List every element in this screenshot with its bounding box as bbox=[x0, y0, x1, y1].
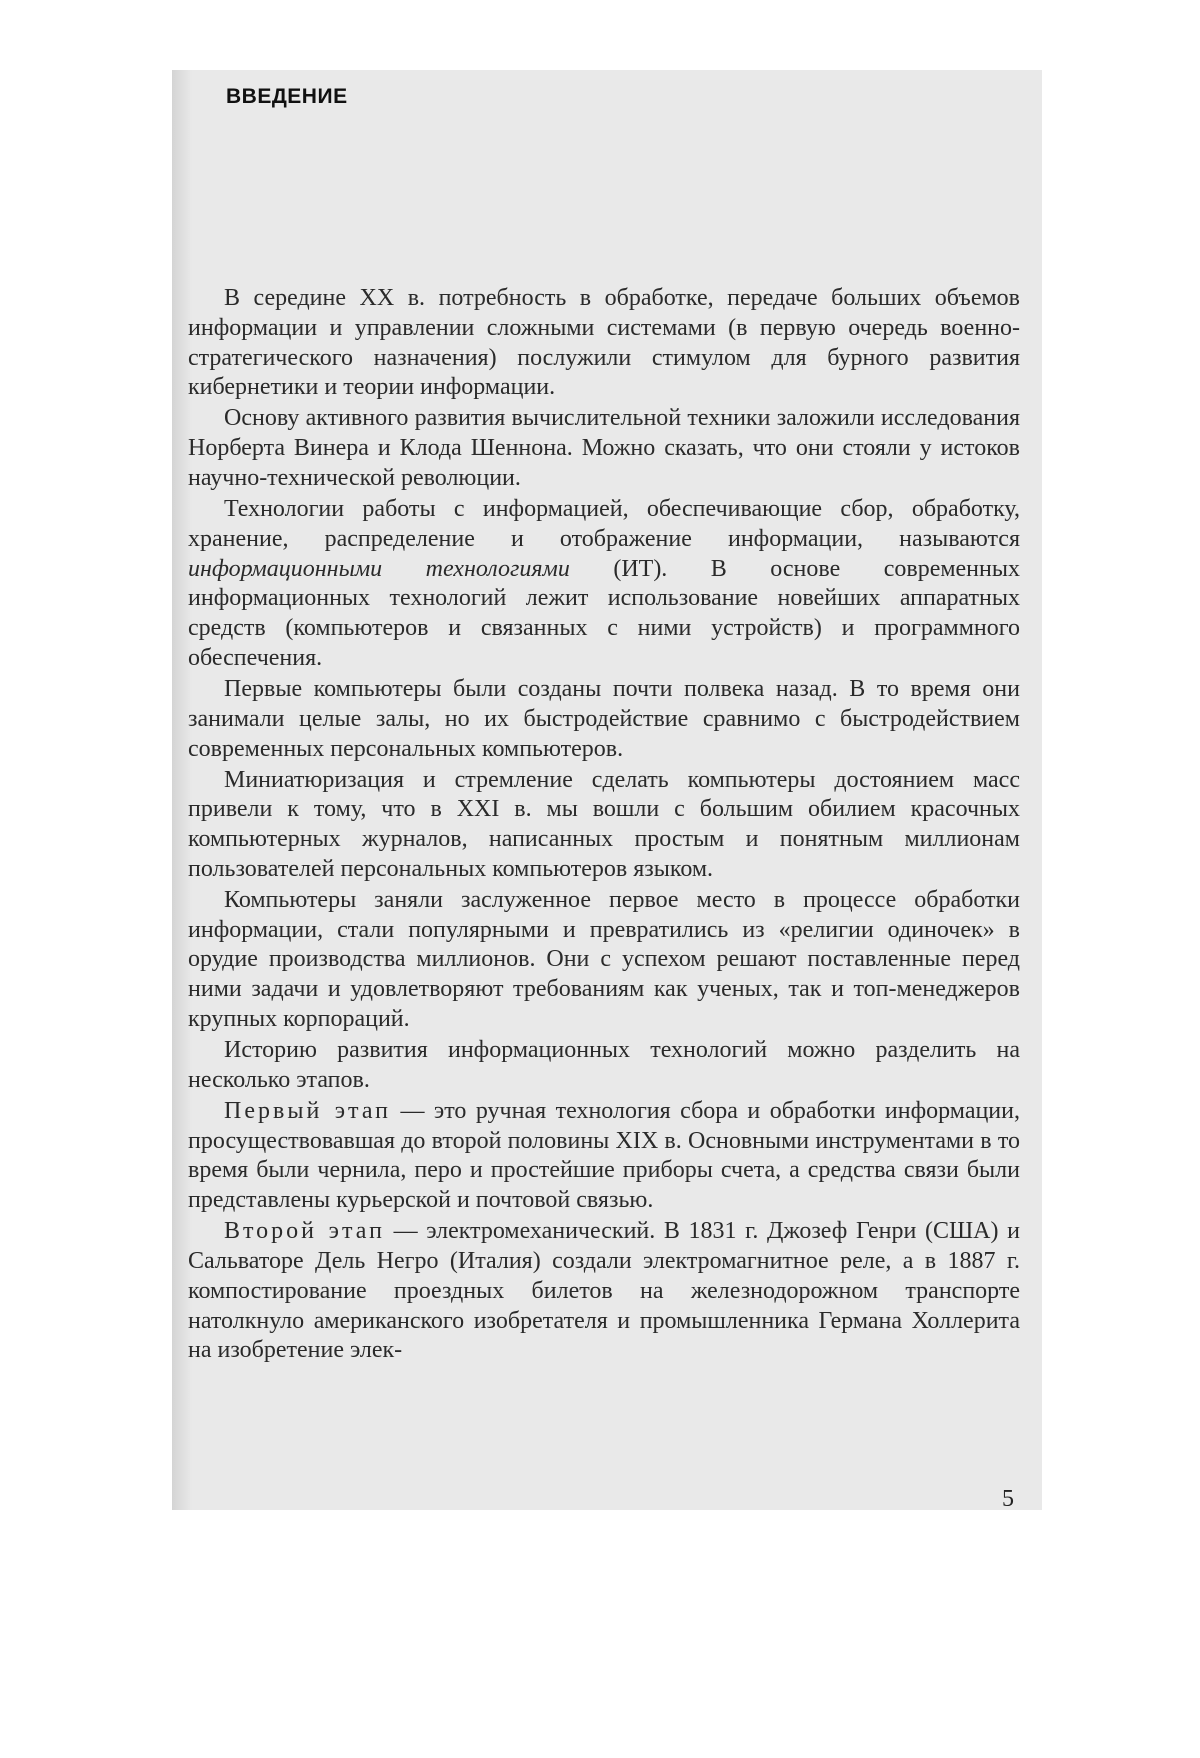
paragraph-9-text: — электромеханический. В 1831 г. Джозеф Генри (США) и Сальваторе Дель Негро (Италия) создали электромагнитное реле, а в 1887 г. компостирование проездных билетов на железнодорожном транспорте натолкнуло американского изобретателя и промышленника Германа Холлерита на изобретение элек- bbox=[188, 1218, 1020, 1364]
paragraph-5: Миниатюризация и стремление сделать компьютеры достоянием масс привели к тому, что в XXI в. мы вошли с большим обилием красочных компьютерных журналов, написанных простым и понятным миллионам пользователей персональных компьютеров языком. bbox=[188, 766, 1020, 882]
body-text bbox=[188, 284, 1020, 1367]
paragraph-7: Историю развития информационных технологий можно разделить на несколько этапов. bbox=[188, 1037, 1020, 1093]
stage-1-label: Первый этап bbox=[224, 1097, 392, 1124]
section-heading: ВВЕДЕНИЕ bbox=[226, 85, 348, 108]
paragraph-1: В середине XX в. потребность в обработке, передаче больших объемов информации и управлении сложными системами (в первую очередь военно-стратегического назначения) послужили стимулом для бурного развития кибернетики и теории информации. bbox=[188, 285, 1020, 401]
page-number: 5 bbox=[1002, 1486, 1014, 1512]
italic-term: информационными технологиями bbox=[188, 555, 570, 582]
paragraph-8-text: — это ручная технология сбора и обработки информации, просуществовавшая до второй половины XIX в. Основными инструментами в то время были чернила, перо и простейшие приборы счета, а средства связи были представлены курьерской и почтовой связью. bbox=[188, 1097, 1020, 1214]
paragraph-3 bbox=[188, 495, 1020, 674]
stage-2-label: Второй этап bbox=[224, 1218, 385, 1245]
paragraph-9 bbox=[188, 1217, 1020, 1366]
paragraph-8 bbox=[188, 1097, 1020, 1216]
paragraph-3-end: (ИТ). В основе современных информационных технологий лежит использование новейших аппаратных средств (компьютеров и связанных с ними устройств) и программного обеспечения. bbox=[188, 555, 1020, 671]
paragraph-4: Первые компьютеры были созданы почти полвека назад. В то время они занимали целые залы, но их быстродействие сравнимо с быстродействием современных персональных компьютеров. bbox=[188, 675, 1020, 762]
paragraph-3-start: Технологии работы с информацией, обеспечивающие сбор, обработку, хранение, распределение и отображение информации, называются bbox=[188, 495, 1020, 552]
paragraph-2: Основу активного развития вычислительной техники заложили исследования Норберта Винера и Клода Шеннона. Можно сказать, что они стояли у истоков научно-технической революции. bbox=[188, 405, 1020, 491]
paragraph-6: Компьютеры заняли заслуженное первое место в процессе обработки информации, стали популярными и превратились из «религии одиночек» в орудие производства миллионов. Они с успехом решают поставленные перед ними задачи и удовлетворяют требованиям как ученых, так и топ-менеджеров крупных корпораций. bbox=[188, 886, 1020, 1033]
